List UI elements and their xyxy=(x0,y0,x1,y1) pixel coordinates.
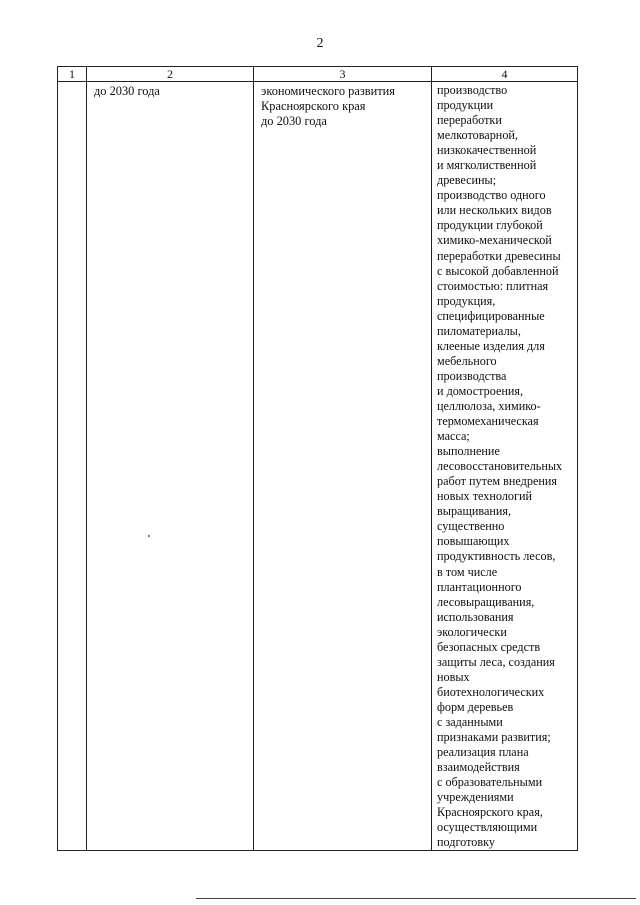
cell-col3 xyxy=(254,82,432,851)
table-header-row xyxy=(58,67,578,82)
cell-col1 xyxy=(58,82,87,851)
cell-col3-text: экономического развития Красноярского края до 2030 года xyxy=(261,84,395,129)
document-table xyxy=(57,66,578,851)
cell-col4 xyxy=(432,82,578,851)
page-number: 2 xyxy=(316,36,324,51)
header-cell-2: 2 xyxy=(87,67,254,82)
cell-col4-text: производство продукции переработки мелкотоварной, низкокачественной и мягколиственной древесины; производство одного или нескольких видов продукции глубокой химико-механической переработки древесины с высокой добавленной стоимостью: плитная продукция, специфицированные пиломатериалы, клееные изделия для мебельного производства и домостроения, целлюлоза, химико- термомеханическая масса; выполнение лесовосстановительных работ путем внедрения новых технологий выращивания, существенно повышающих продуктивность лесов, в том числе плантационного лесовыращивания, использования экологически безопасных средств защиты леса, создания новых биотехнологических форм деревьев с заданными признаками развития; реализация плана взаимодействия с образовательными учреждениями Красноярского края, осуществляющими подготовку xyxy=(437,83,563,850)
scan-speck xyxy=(148,535,150,537)
cell-col2-text: до 2030 года xyxy=(94,84,160,98)
header-cell-4: 4 xyxy=(432,67,578,82)
table-row xyxy=(58,82,578,851)
header-cell-3: 3 xyxy=(254,67,432,82)
header-cell-1: 1 xyxy=(58,67,87,82)
cell-col2 xyxy=(87,82,254,851)
bottom-rule-line xyxy=(196,898,636,899)
